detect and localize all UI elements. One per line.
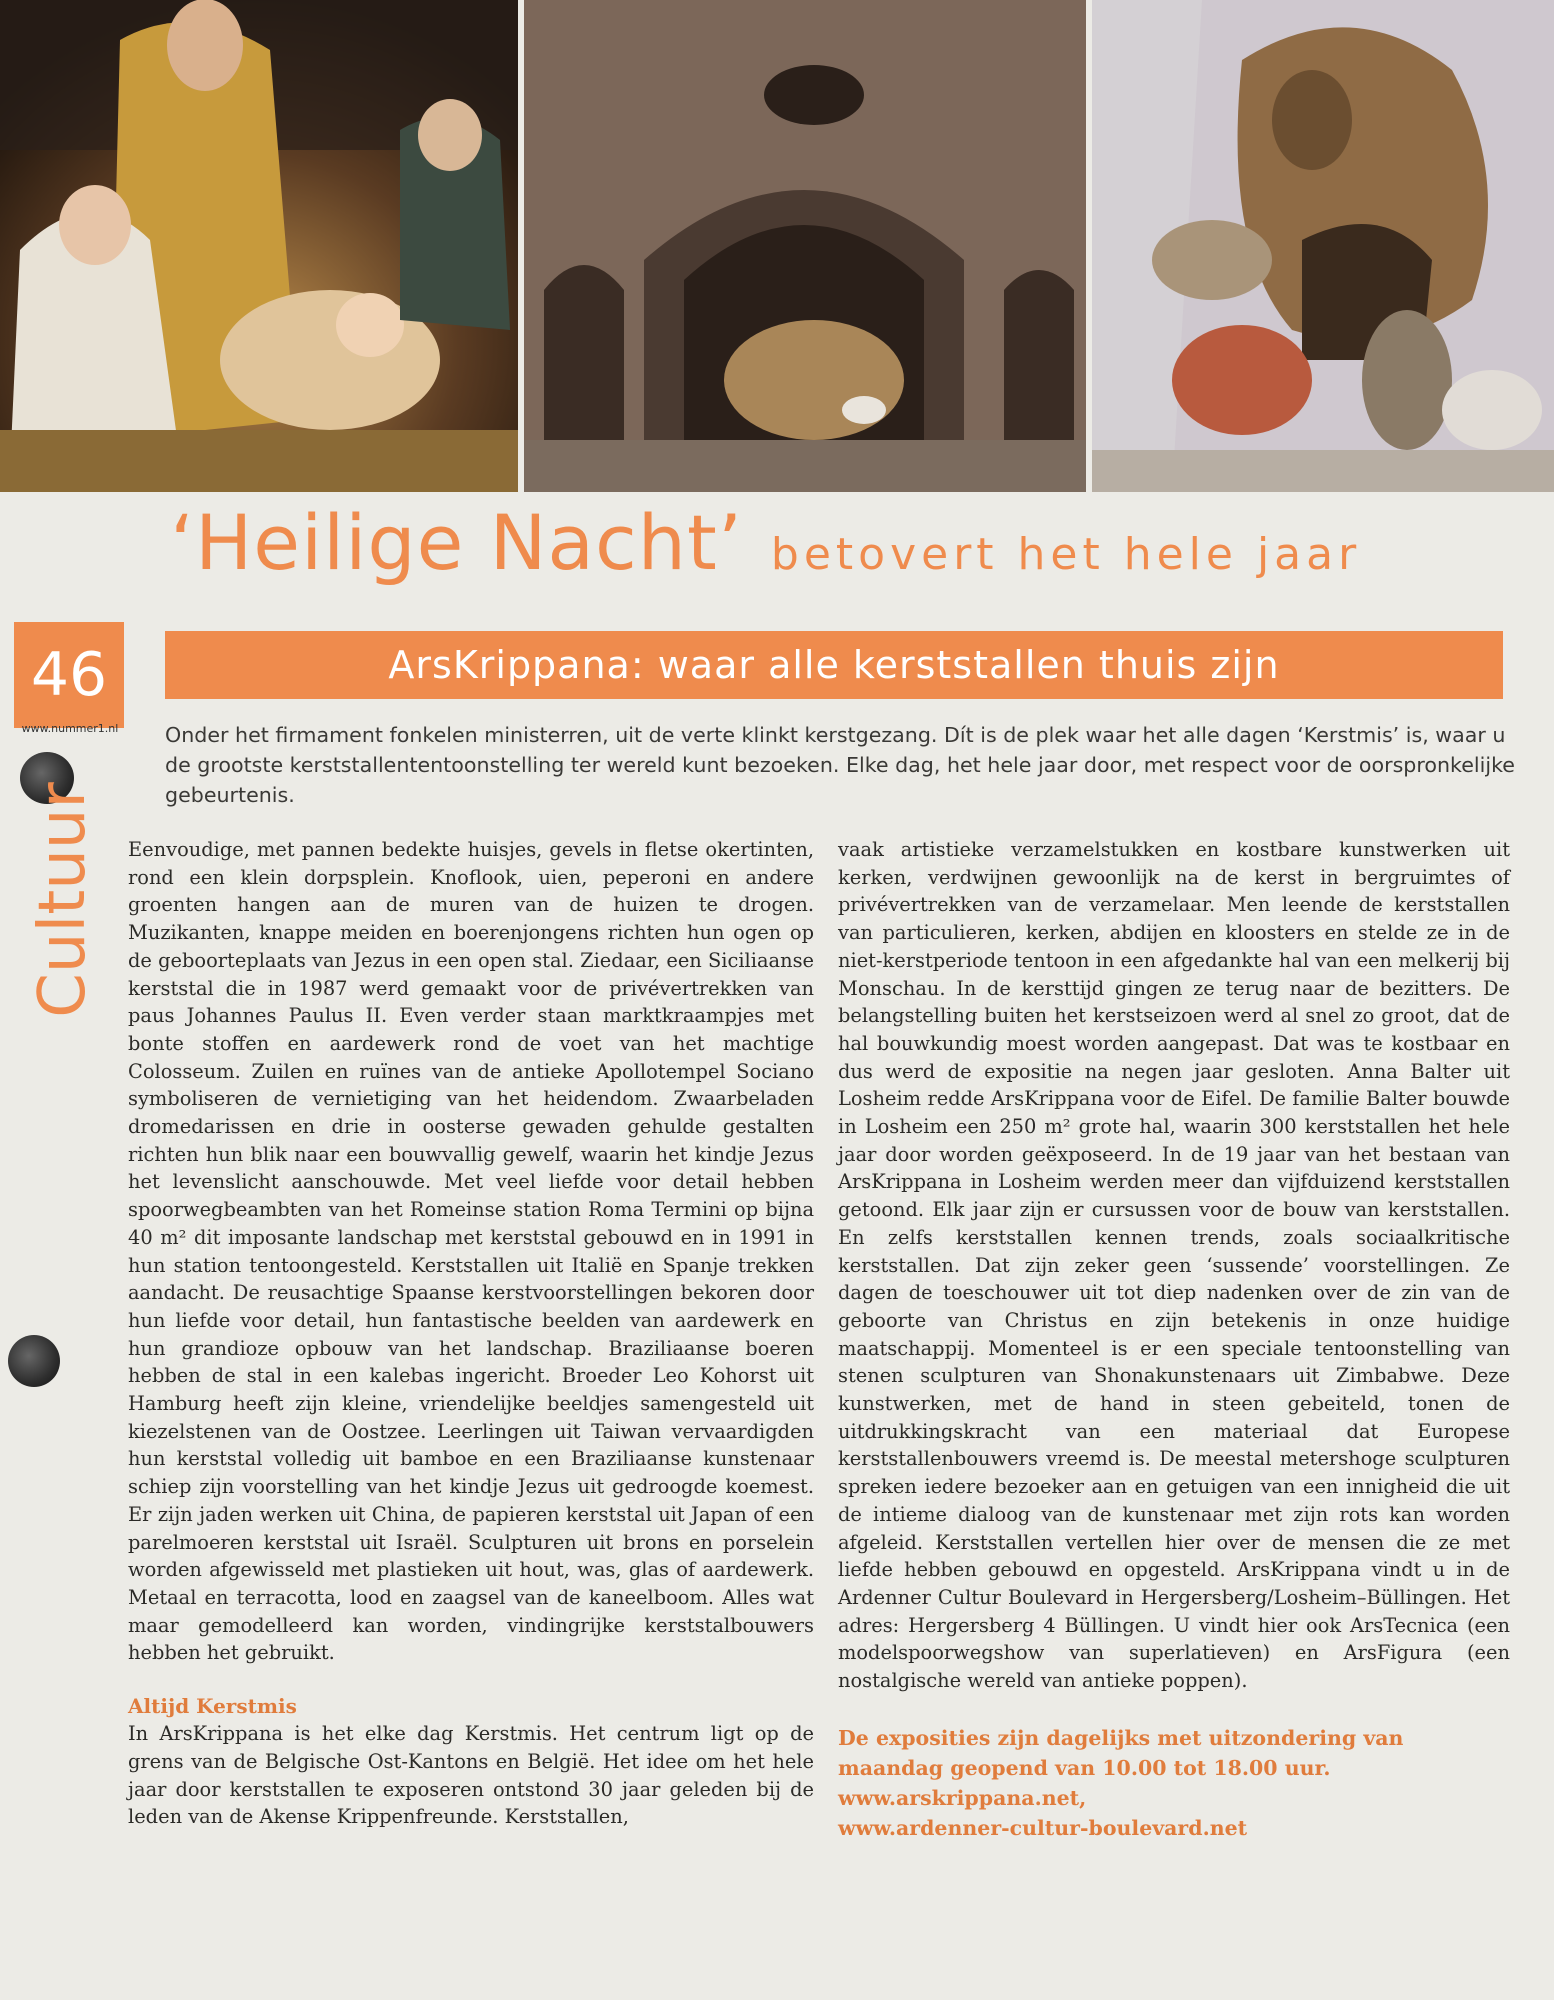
page-number: 46 (14, 622, 124, 728)
article-column-left (128, 836, 814, 1831)
subheading: Altijd Kerstmis (128, 1694, 297, 1719)
section-label (22, 760, 104, 1040)
headline-sub: betovert het hele jaar (770, 529, 1362, 580)
headline-main: ‘Heilige Nacht’ (170, 498, 743, 587)
section-label-text: Cultuur (26, 782, 100, 1018)
photo-strip (0, 0, 1554, 492)
subtitle: ArsKrippana: waar alle kerststallen thuis zijn (388, 643, 1280, 687)
intro-paragraph: Onder het firmament fonkelen ministerren, uit de verte klinkt kerstgezang. Dít is de plek waar het alle dagen ‘Kerstmis’ is, waar u de grootste kerststallententoonstelling ter wereld kunt bezoeken. Elke dag, het hele jaar door, met respect voor de oorspronkelijke gebeurtenis. (165, 723, 1515, 807)
website-link[interactable]: www.ardenner-cultur-boulevard.net (838, 1815, 1248, 1840)
subtitle-bar (165, 631, 1503, 699)
website-link[interactable]: www.arskrippana.net, (838, 1785, 1087, 1810)
article-column-right (838, 836, 1510, 1843)
headline (170, 498, 1510, 608)
site-url: www.nummer1.nl (21, 722, 119, 735)
body-paragraph: In ArsKrippana is het elke dag Kerstmis. Het centrum ligt op de grens van de Belgische Ost-Kantons en België. Het idee om het hele jaar door kerststallen te exposeren ontstond 30 jaar geleden bij de leden van de Akense Krippenfreunde. Kerststallen, (128, 1722, 814, 1829)
opening-hours-note (838, 1723, 1510, 1843)
photo-nativity-figures (0, 0, 518, 492)
body-paragraph: Eenvoudige, met pannen bedekte huisjes, gevels in fletse okertinten, rond een klein dorpsplein. Knoflook, uien, peperoni en andere groenten hangen aan de muren van de huizen te drogen. Muzikanten, knappe meiden en boerenjongens richten hun ogen op de geboorteplaats van Jezus in een open stal. Ziedaar, een Siciliaanse kerststal die in 1987 werd gemaakt voor de privévertrekken van paus Johannes Paulus II. Even verder staan marktkraampjes met bonte stoffen en aardewerk rond de voet van het machtige Colosseum. Zuilen en ruïnes van de antieke Apollotempel Sociano symboliseren de vernietiging van het heidendom. Zwaarbeladen dromedarissen en drie in oosterse gewaden gehulde gestalten richten hun blik naar een bouwvallig gewelf, waarin het kindje Jezus het levenslicht aanschouwde. Met veel liefde voor detail hebben spoorwegbeambten van het Romeinse station Roma Termini op bijna 40 m² dit imposante landschap met kerststal gebouwd en in 1991 in hun station tentoongesteld. Kerststallen uit Italië en Spanje trekken aandacht. De reusachtige Spaanse kerstvoorstellingen bekoren door hun liefde voor detail, hun fantastische beelden van aardewerk en hun grandioze opbouw van het landschap. Braziliaanse boeren hebben de stal in een kalebas ingericht. Broeder Leo Kohorst uit Hamburg heeft zijn kleine, vriendelijke beeldjes samengesteld uit kiezelstenen van de Oostzee. Leerlingen uit Taiwan vervaardigden hun kerststal volledig uit bamboe en een Braziliaanse kunstenaar schiep zijn voorstelling van het kindje Jezus uit gedroogde koemest. Er zijn jaden werken uit China, de papieren kerststal uit Japan of een parelmoeren kerststal uit Israël. Sculpturen uit brons en porselein worden afgewisseld met plastieken uit hout, was, glas of aardewerk. Metaal en terracotta, lood en zaagsel van de kaneelboom. Alles wat maar gemodelleerd kan worden, vindingrijke kerststalbouwers hebben het gebruikt. (128, 838, 814, 1665)
punch-hole (8, 1335, 60, 1387)
body-paragraph: vaak artistieke verzamelstukken en kostbare kunstwerken uit kerken, verdwijnen gewoonlijk na de kerst in bergruimtes of privévertrekken van de verzamelaar. Men leende de kerststallen van particulieren, kerken, abdijen en kloosters en stelde ze in de niet-kerstperiode tentoon in een afgedankte hal van een melkerij bij Monschau. In de kersttijd gingen ze terug naar de bezitters. De belangstelling buiten het kerstseizoen werd al snel zo groot, dat de hal bouwkundig moest worden aangepast. Dat was te kostbaar en dus werd de expositie na negen jaar gesloten. Anna Balter uit Losheim redde ArsKrippana voor de Eifel. De familie Balter bouwde in Losheim een 250 m² grote hal, waarin 300 kerststallen het hele jaar door worden geëxposeerd. In de 19 jaar van het bestaan van ArsKrippana in Losheim werden meer dan vijfduizend kerststallen getoond. Elk jaar zijn er cursussen voor de bouw van kerststallen. En zelfs kerststallen kennen trends, zoals sociaalkritische kerststallen. Dat zijn zeker geen ‘sussende’ voorstellingen. Ze dagen de toeschouwer uit tot diep nadenken over de zin van de geboorte van Christus en zijn betekenis in onze huidige maatschappij. Momenteel is er een speciale tentoonstelling van stenen sculpturen van Shonakunstenaars uit Zimbabwe. Deze kunstwerken, met de hand in steen gebeiteld, tonen de uitdrukkingskracht van een materiaal dat Europese kerststallenbouwers vreemd is. De meestal metershoge sculpturen spreken iedere bezoeker aan en getuigen van een innigheid die uit de intieme dialoog van de kunstenaar met zijn rots kan worden afgeleid. Kerststallen vertellen hier over de mensen die ze met liefde hebben gebouwd en opgesteld. ArsKrippana vindt u in de Ardenner Cultur Boulevard in Hergersberg/Losheim–Büllingen. Het adres: Hergersberg 4 Büllingen. U vindt hier ook ArsTecnica (een modelspoorwegshow van superlatieven) en ArsFigura (een nostalgische wereld van antieke poppen). (838, 838, 1510, 1693)
opening-hours-text: De exposities zijn dagelijks met uitzondering van maandag geopend van 10.00 tot 18.00 uur. (838, 1725, 1404, 1780)
photo-nativity-arch (524, 0, 1086, 492)
photo-nativity-rock (1092, 0, 1554, 492)
